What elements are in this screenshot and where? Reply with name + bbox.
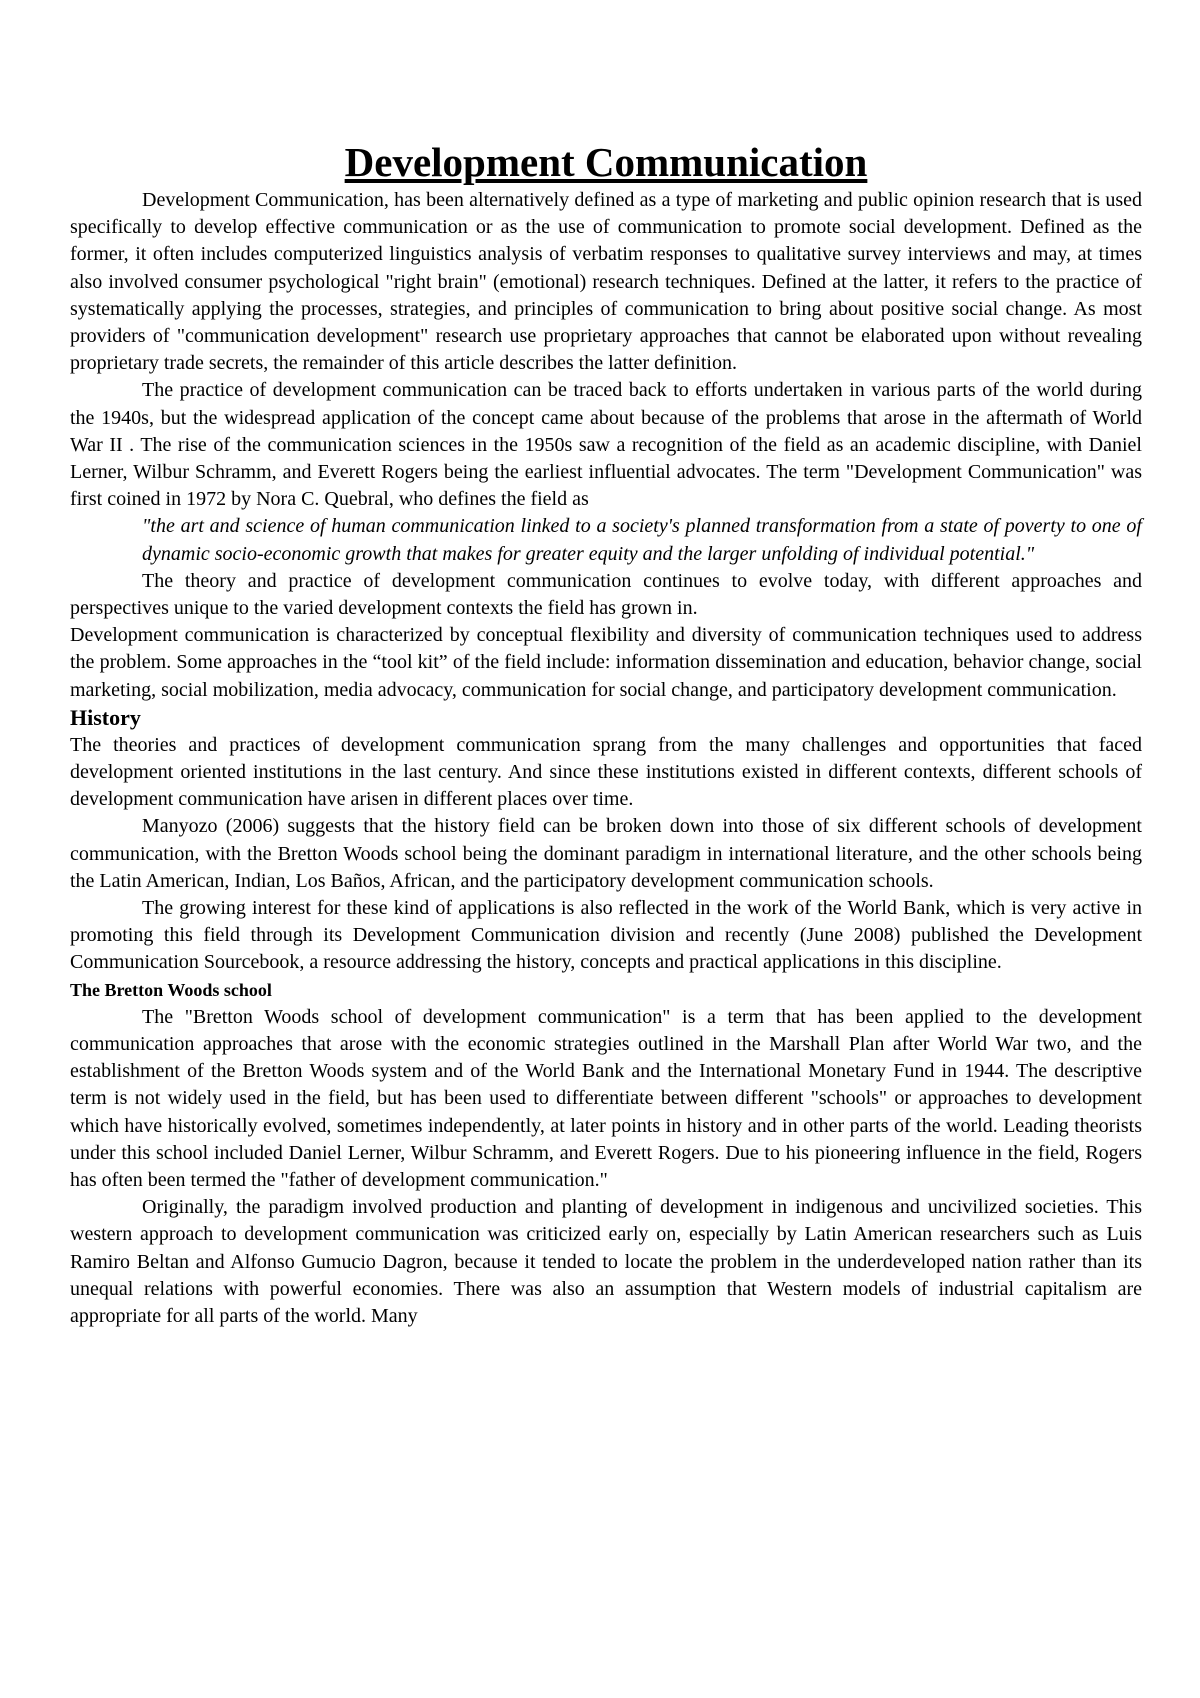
toolkit-paragraph: Development communication is characterized by conceptual flexibility and diversity of communication techniques used to address the problem. Some approaches in the “tool kit” of the field include: information dissemination and education, behavior change, social marketing, social mobilization, media advocacy, communication for social change, and participatory development communication. [70, 624, 1142, 701]
history-paragraph-3: The growing interest for these kind of applications is also reflected in the work of the World Bank, which is very active in promoting this field through its Development Communication division and recently (June 2008) published the Development Communication Sourcebook, a resource addressing the history, concepts and practical applications in this discipline. [70, 897, 1142, 974]
bretton-woods-paragraph-2: Originally, the paradigm involved production and planting of development in indigenous and uncivilized societies. This western approach to development communication was criticized early on, especially by Latin American researchers such as Luis Ramiro Beltan and Alfonso Gumucio Dagron, because it tended to locate the problem in the underdeveloped nation rather than its unequal relations with powerful economies. There was also an assumption that Western models of industrial capitalism are appropriate for all parts of the world. Many [70, 1196, 1142, 1327]
bretton-woods-heading: The Bretton Woods school [70, 979, 272, 1000]
history-paragraph-2: Manyozo (2006) suggests that the history field can be broken down into those of six different schools of development communication, with the Bretton Woods school being the dominant paradigm in international literature, and the other schools being the Latin American, Indian, Los Baños, African, and the participatory development communication schools. [70, 815, 1142, 892]
history-heading: History [70, 704, 141, 730]
intro-paragraph-2: The practice of development communication can be traced back to efforts undertaken in various parts of the world during the 1940s, but the widespread application of the concept came about because of the problems that arose in the aftermath of World War II . The rise of the communication sciences in the 1950s saw a recognition of the field as an academic discipline, with Daniel Lerner, Wilbur Schramm, and Everett Rogers being the earliest influential advocates. The term "Development Communication" was first coined in 1972 by Nora C. Quebral, who defines the field as [70, 379, 1142, 511]
history-paragraph-1: The theories and practices of development communication sprang from the many challenges and opportunities that faced development oriented institutions in the last century. And since these institutions existed in different contexts, different schools of development communication have arisen in different places over time. [70, 733, 1142, 811]
evolution-paragraph: The theory and practice of development communication continues to evolve today, with different approaches and perspectives unique to the varied development contexts the field has grown in. [70, 569, 1142, 620]
document-page [70, 138, 1142, 1330]
intro-paragraph-1: Development Communication, has been alternatively defined as a type of marketing and public opinion research that is used specifically to develop effective communication or as the use of communication to promote social development. Defined as the former, it often includes computerized linguistics analysis of verbatim responses to qualitative survey interviews and may, at times also involved consumer psychological "right brain" (emotional) research techniques. Defined at the latter, it refers to the practice of systematically applying the processes, strategies, and principles of communication to bring about positive social change. As most providers of "communication development" research use proprietary approaches that cannot be elaborated upon without revealing proprietary trade secrets, the remainder of this article describes the latter definition. [70, 189, 1142, 375]
document-title: Development Communication [344, 139, 868, 185]
quebral-quote: "the art and science of human communication linked to a society's planned transformation from a state of poverty to one of dynamic socio-economic growth that makes for greater equity and the larger unfolding of individual potential." [142, 515, 1142, 565]
bretton-woods-paragraph-1: The "Bretton Woods school of development communication" is a term that has been applied to the development communication approaches that arose with the economic strategies outlined in the Marshall Plan after World War two, and the establishment of the Bretton Woods system and of the World Bank and the International Monetary Fund in 1944. The descriptive term is not widely used in the field, but has been used to differentiate between different "schools" or approaches to development which have historically evolved, sometimes independently, at later points in history and in other parts of the world. Leading theorists under this school included Daniel Lerner, Wilbur Schramm, and Everett Rogers. Due to his pioneering influence in the field, Rogers has often been termed the "father of development communication." [70, 1005, 1142, 1191]
